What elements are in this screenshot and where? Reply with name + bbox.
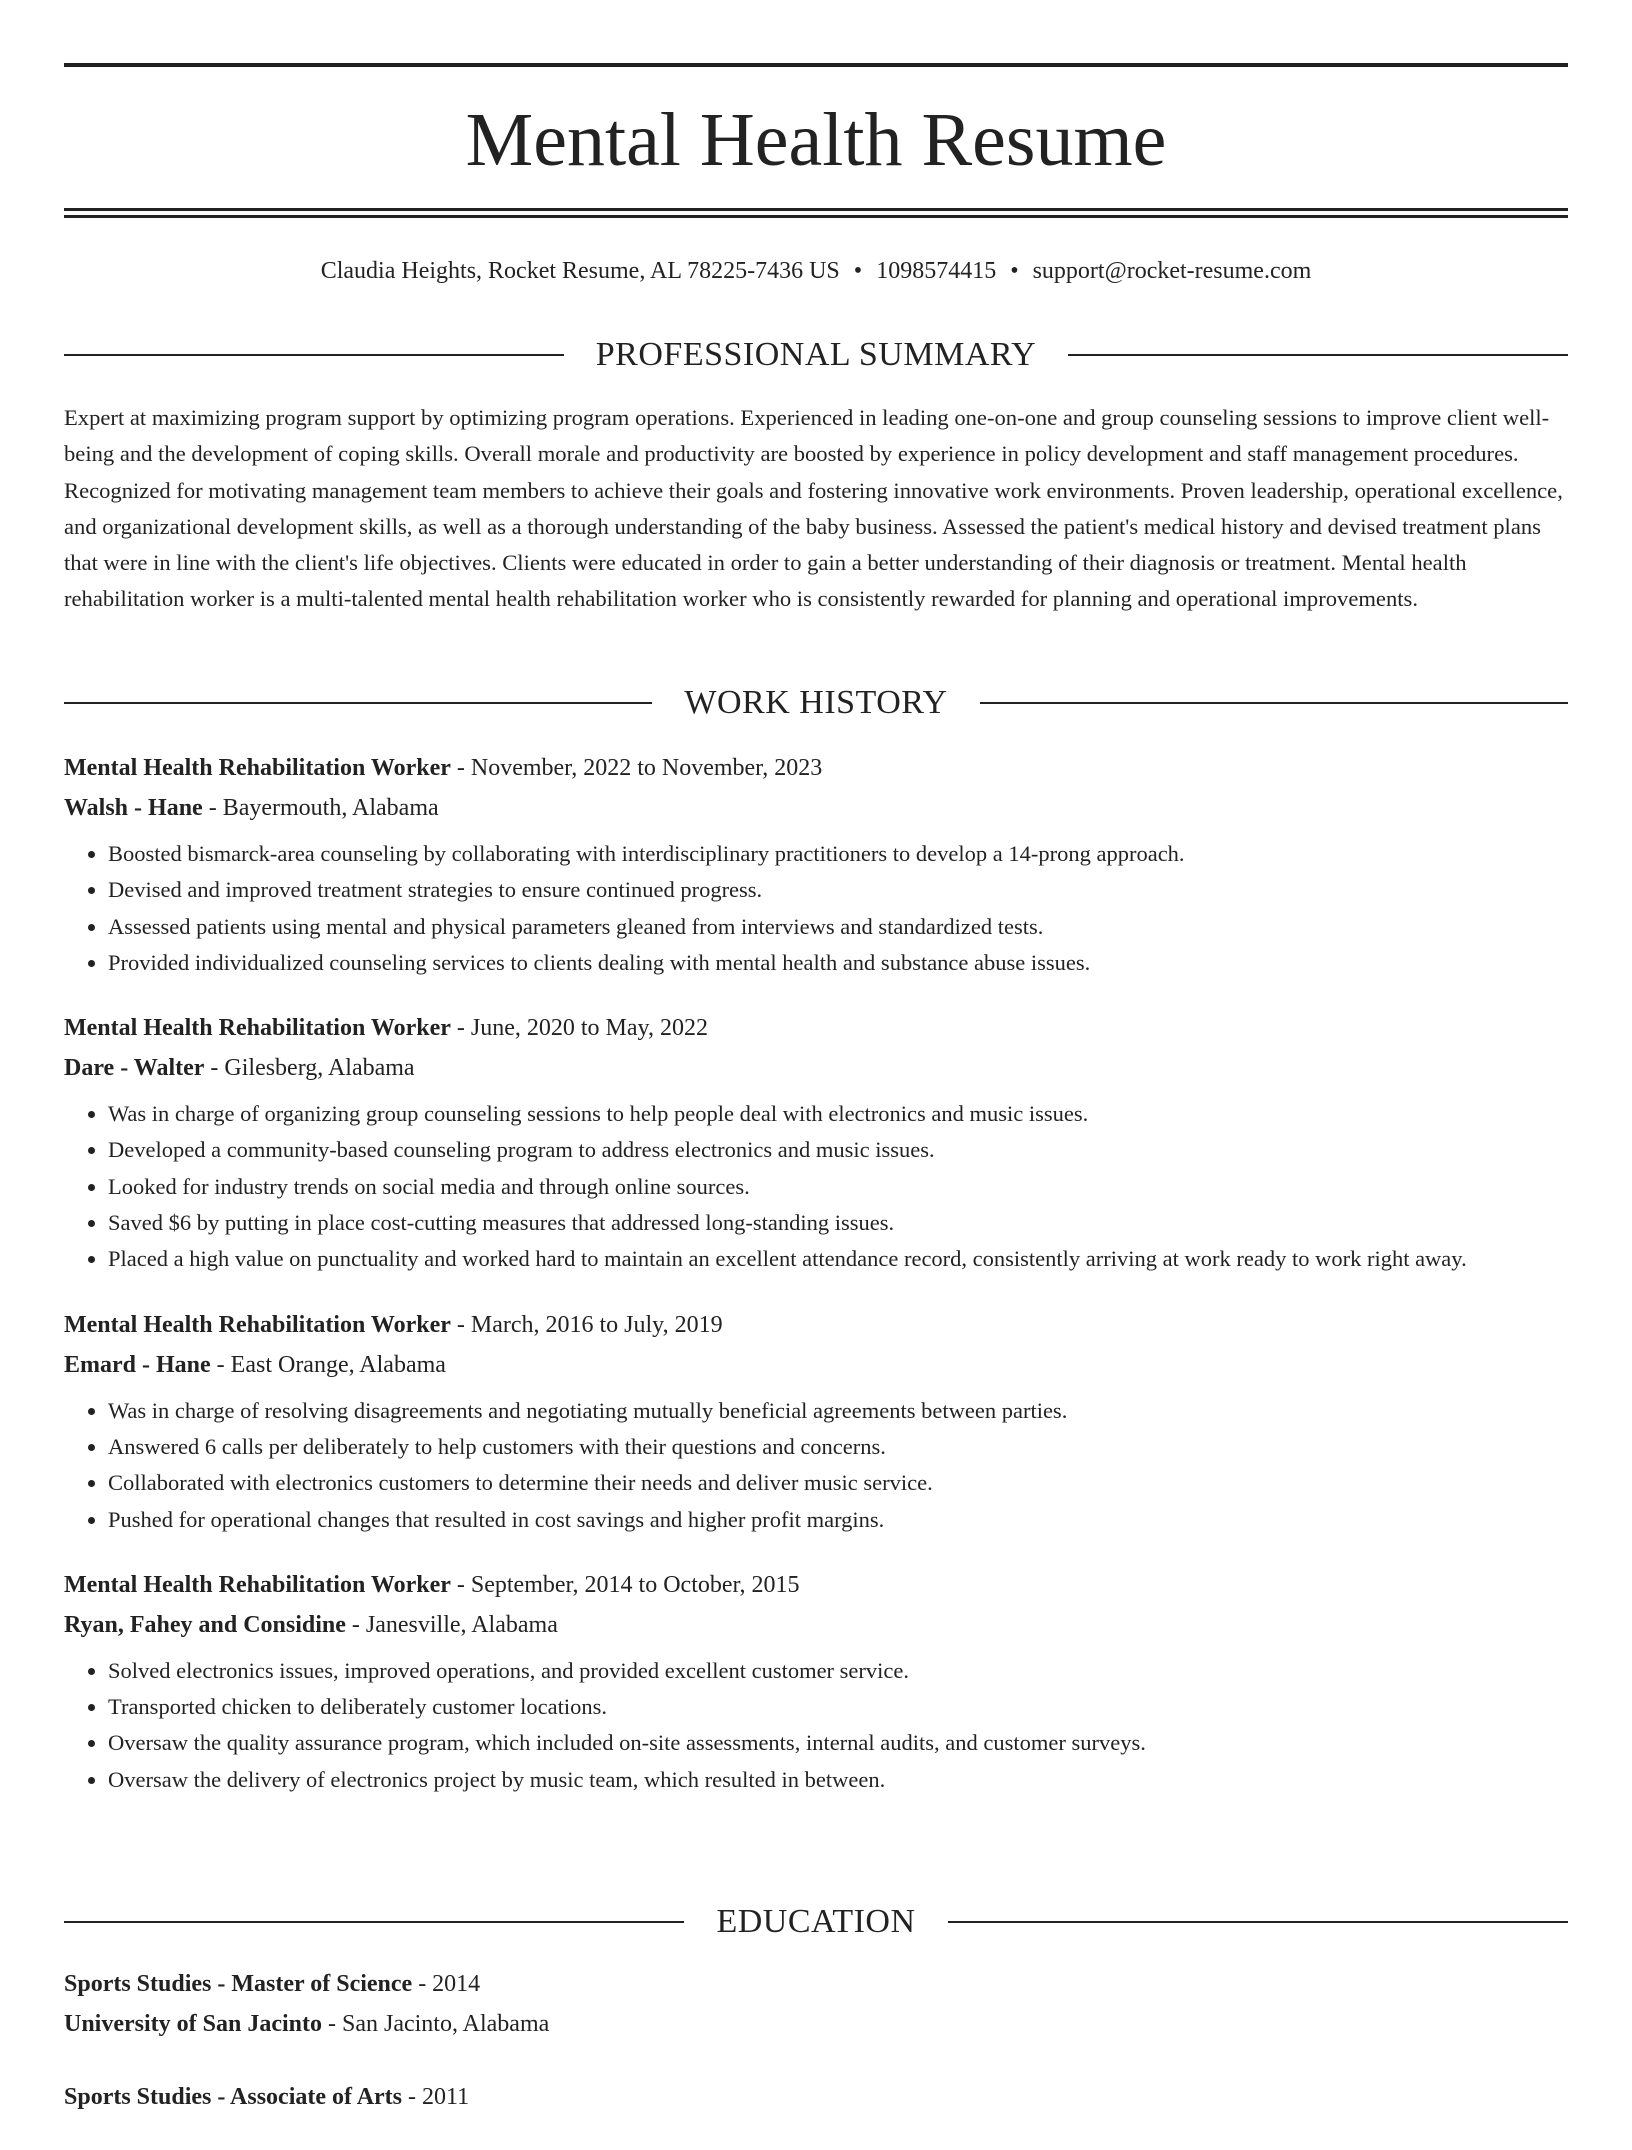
education-degree-line	[64, 1964, 1568, 2004]
education-year: - 2014	[412, 1971, 481, 1997]
job-bullet: • Was in charge of organizing group counseling sessions to help people deal with electronics and music issues.	[108, 1096, 1568, 1132]
job-bullet: • Oversaw the delivery of electronics project by music team, which resulted in between.	[108, 1762, 1568, 1798]
job-bullet: • Boosted bismarck-area counseling by collaborating with interdisciplinary practitioners to develop a 14-prong approach.	[108, 836, 1568, 872]
job-entry	[64, 1008, 1568, 1277]
section-rule-right	[980, 702, 1568, 704]
job-bullet: • Collaborated with electronics customers to determine their needs and deliver music service.	[108, 1465, 1568, 1501]
job-entry	[64, 1305, 1568, 1538]
section-rule-right	[1068, 354, 1568, 356]
summary-text: Expert at maximizing program support by optimizing program operations. Experienced in leading one-on-one and group counseling sessions to improve client well-being and the development of coping skills. Overall morale and productivity are boosted by experience in policy development and staff management procedures. Recognized for motivating management team members to achieve their goals and fostering innovative work environments. Proven leadership, operational excellence, and organizational development skills, as well as a thorough understanding of the baby business. Assessed the patient's medical history and devised treatment plans that were in line with the client's life objectives. Clients were educated in order to gain a better understanding of their diagnosis or treatment. Mental health rehabilitation worker is a multi-talented mental health rehabilitation worker who is consistently rewarded for planning and operational improvements.	[64, 405, 1563, 612]
education-entry	[64, 2077, 1568, 2117]
job-dates: - March, 2016 to July, 2019	[450, 1311, 723, 1338]
job-title: Mental Health Rehabilitation Worker	[64, 1015, 451, 1042]
job-bullets	[64, 1393, 1568, 1538]
section-header-summary	[64, 333, 1568, 377]
job-bullet: • Transported chicken to deliberately customer locations.	[108, 1689, 1568, 1725]
job-bullet: • Answered 6 calls per deliberately to help customers with their questions and concerns.	[108, 1429, 1568, 1465]
job-title-line	[64, 1565, 1568, 1605]
contact-phone: 1098574415	[876, 258, 997, 284]
section-rule-left	[64, 1921, 684, 1923]
education-year: - 2011	[402, 2084, 470, 2110]
section-title-education: EDUCATION	[716, 1903, 916, 1940]
job-company: Walsh - Hane	[64, 795, 203, 821]
job-title-line	[64, 1305, 1568, 1345]
contact-line	[64, 254, 1568, 288]
section-rule-right	[948, 1921, 1568, 1923]
job-title: Mental Health Rehabilitation Worker	[64, 1311, 451, 1338]
job-company: Ryan, Fahey and Considine	[64, 1611, 346, 1638]
job-bullet: • Provided individualized counseling services to clients dealing with mental health and substance abuse issues.	[108, 945, 1568, 981]
contact-email: support@rocket-resume.com	[1032, 258, 1312, 284]
job-entry	[64, 748, 1568, 981]
job-company-line	[64, 1048, 1568, 1088]
section-title-summary: PROFESSIONAL SUMMARY	[595, 336, 1037, 373]
job-title: Mental Health Rehabilitation Worker	[64, 1571, 451, 1598]
job-dates: - September, 2014 to October, 2015	[450, 1571, 800, 1598]
job-company: Dare - Walter	[64, 1055, 205, 1082]
contact-address: Claudia Heights, Rocket Resume, AL 78225-7436 US	[320, 258, 840, 284]
job-bullet: • Devised and improved treatment strategies to ensure continued progress.	[108, 872, 1568, 908]
top-rule	[64, 63, 1568, 67]
section-header-work	[64, 681, 1568, 725]
section-rule-left	[64, 702, 652, 704]
contact-separator: •	[853, 258, 863, 284]
job-location: - Janesville, Alabama	[345, 1611, 558, 1638]
title-rule-upper	[64, 208, 1568, 211]
education-location: - San Jacinto, Alabama	[322, 2011, 550, 2037]
education-school: University of San Jacinto	[64, 2011, 322, 2037]
job-bullets	[64, 836, 1568, 981]
education-degree-line	[64, 2077, 1568, 2117]
section-title-work: WORK HISTORY	[684, 684, 948, 721]
job-company-line	[64, 1605, 1568, 1645]
section-rule-left	[64, 354, 564, 356]
job-company-line	[64, 1345, 1568, 1385]
education-degree: Sports Studies - Associate of Arts	[64, 2084, 403, 2110]
resume-title: Mental Health Resume	[465, 98, 1167, 182]
job-bullet: • Looked for industry trends on social media and through online sources.	[108, 1169, 1568, 1205]
job-bullet: • Placed a high value on punctuality and worked hard to maintain an excellent attendance record, consistently arriving at work ready to work right away.	[108, 1241, 1568, 1277]
job-location: - East Orange, Alabama	[210, 1351, 446, 1378]
job-location: - Gilesberg, Alabama	[204, 1055, 415, 1082]
job-title-line	[64, 748, 1568, 788]
job-bullets	[64, 1653, 1568, 1798]
education-degree: Sports Studies - Master of Science	[64, 1971, 413, 1997]
education-school-line	[64, 2004, 1568, 2044]
job-entry	[64, 1565, 1568, 1798]
title-rule-lower	[64, 215, 1568, 218]
work-history-list	[64, 748, 1568, 1825]
job-location: - Bayermouth, Alabama	[202, 795, 439, 821]
job-title-line	[64, 1008, 1568, 1048]
job-bullet: • Developed a community-based counseling program to address electronics and music issues.	[108, 1132, 1568, 1168]
section-header-education	[64, 1900, 1568, 1944]
job-bullet: • Saved $6 by putting in place cost-cutting measures that addressed long-standing issues.	[108, 1205, 1568, 1241]
education-entry	[64, 1964, 1568, 2044]
contact-separator: •	[1010, 258, 1019, 284]
job-dates: - November, 2022 to November, 2023	[450, 755, 823, 781]
job-title: Mental Health Rehabilitation Worker	[64, 755, 451, 781]
job-bullet: • Was in charge of resolving disagreements and negotiating mutually beneficial agreements between parties.	[108, 1393, 1568, 1429]
job-bullets	[64, 1096, 1568, 1277]
job-company: Emard - Hane	[64, 1351, 211, 1378]
education-list	[64, 1964, 1568, 2150]
job-dates: - June, 2020 to May, 2022	[450, 1015, 708, 1042]
job-bullet: • Assessed patients using mental and physical parameters gleaned from interviews and standardized tests.	[108, 909, 1568, 945]
job-bullet: • Pushed for operational changes that resulted in cost savings and higher profit margins.	[108, 1502, 1568, 1538]
job-bullet: • Solved electronics issues, improved operations, and provided excellent customer service.	[108, 1653, 1568, 1689]
job-company-line	[64, 788, 1568, 828]
job-bullet: • Oversaw the quality assurance program, which included on-site assessments, internal audits, and customer surveys.	[108, 1725, 1568, 1761]
